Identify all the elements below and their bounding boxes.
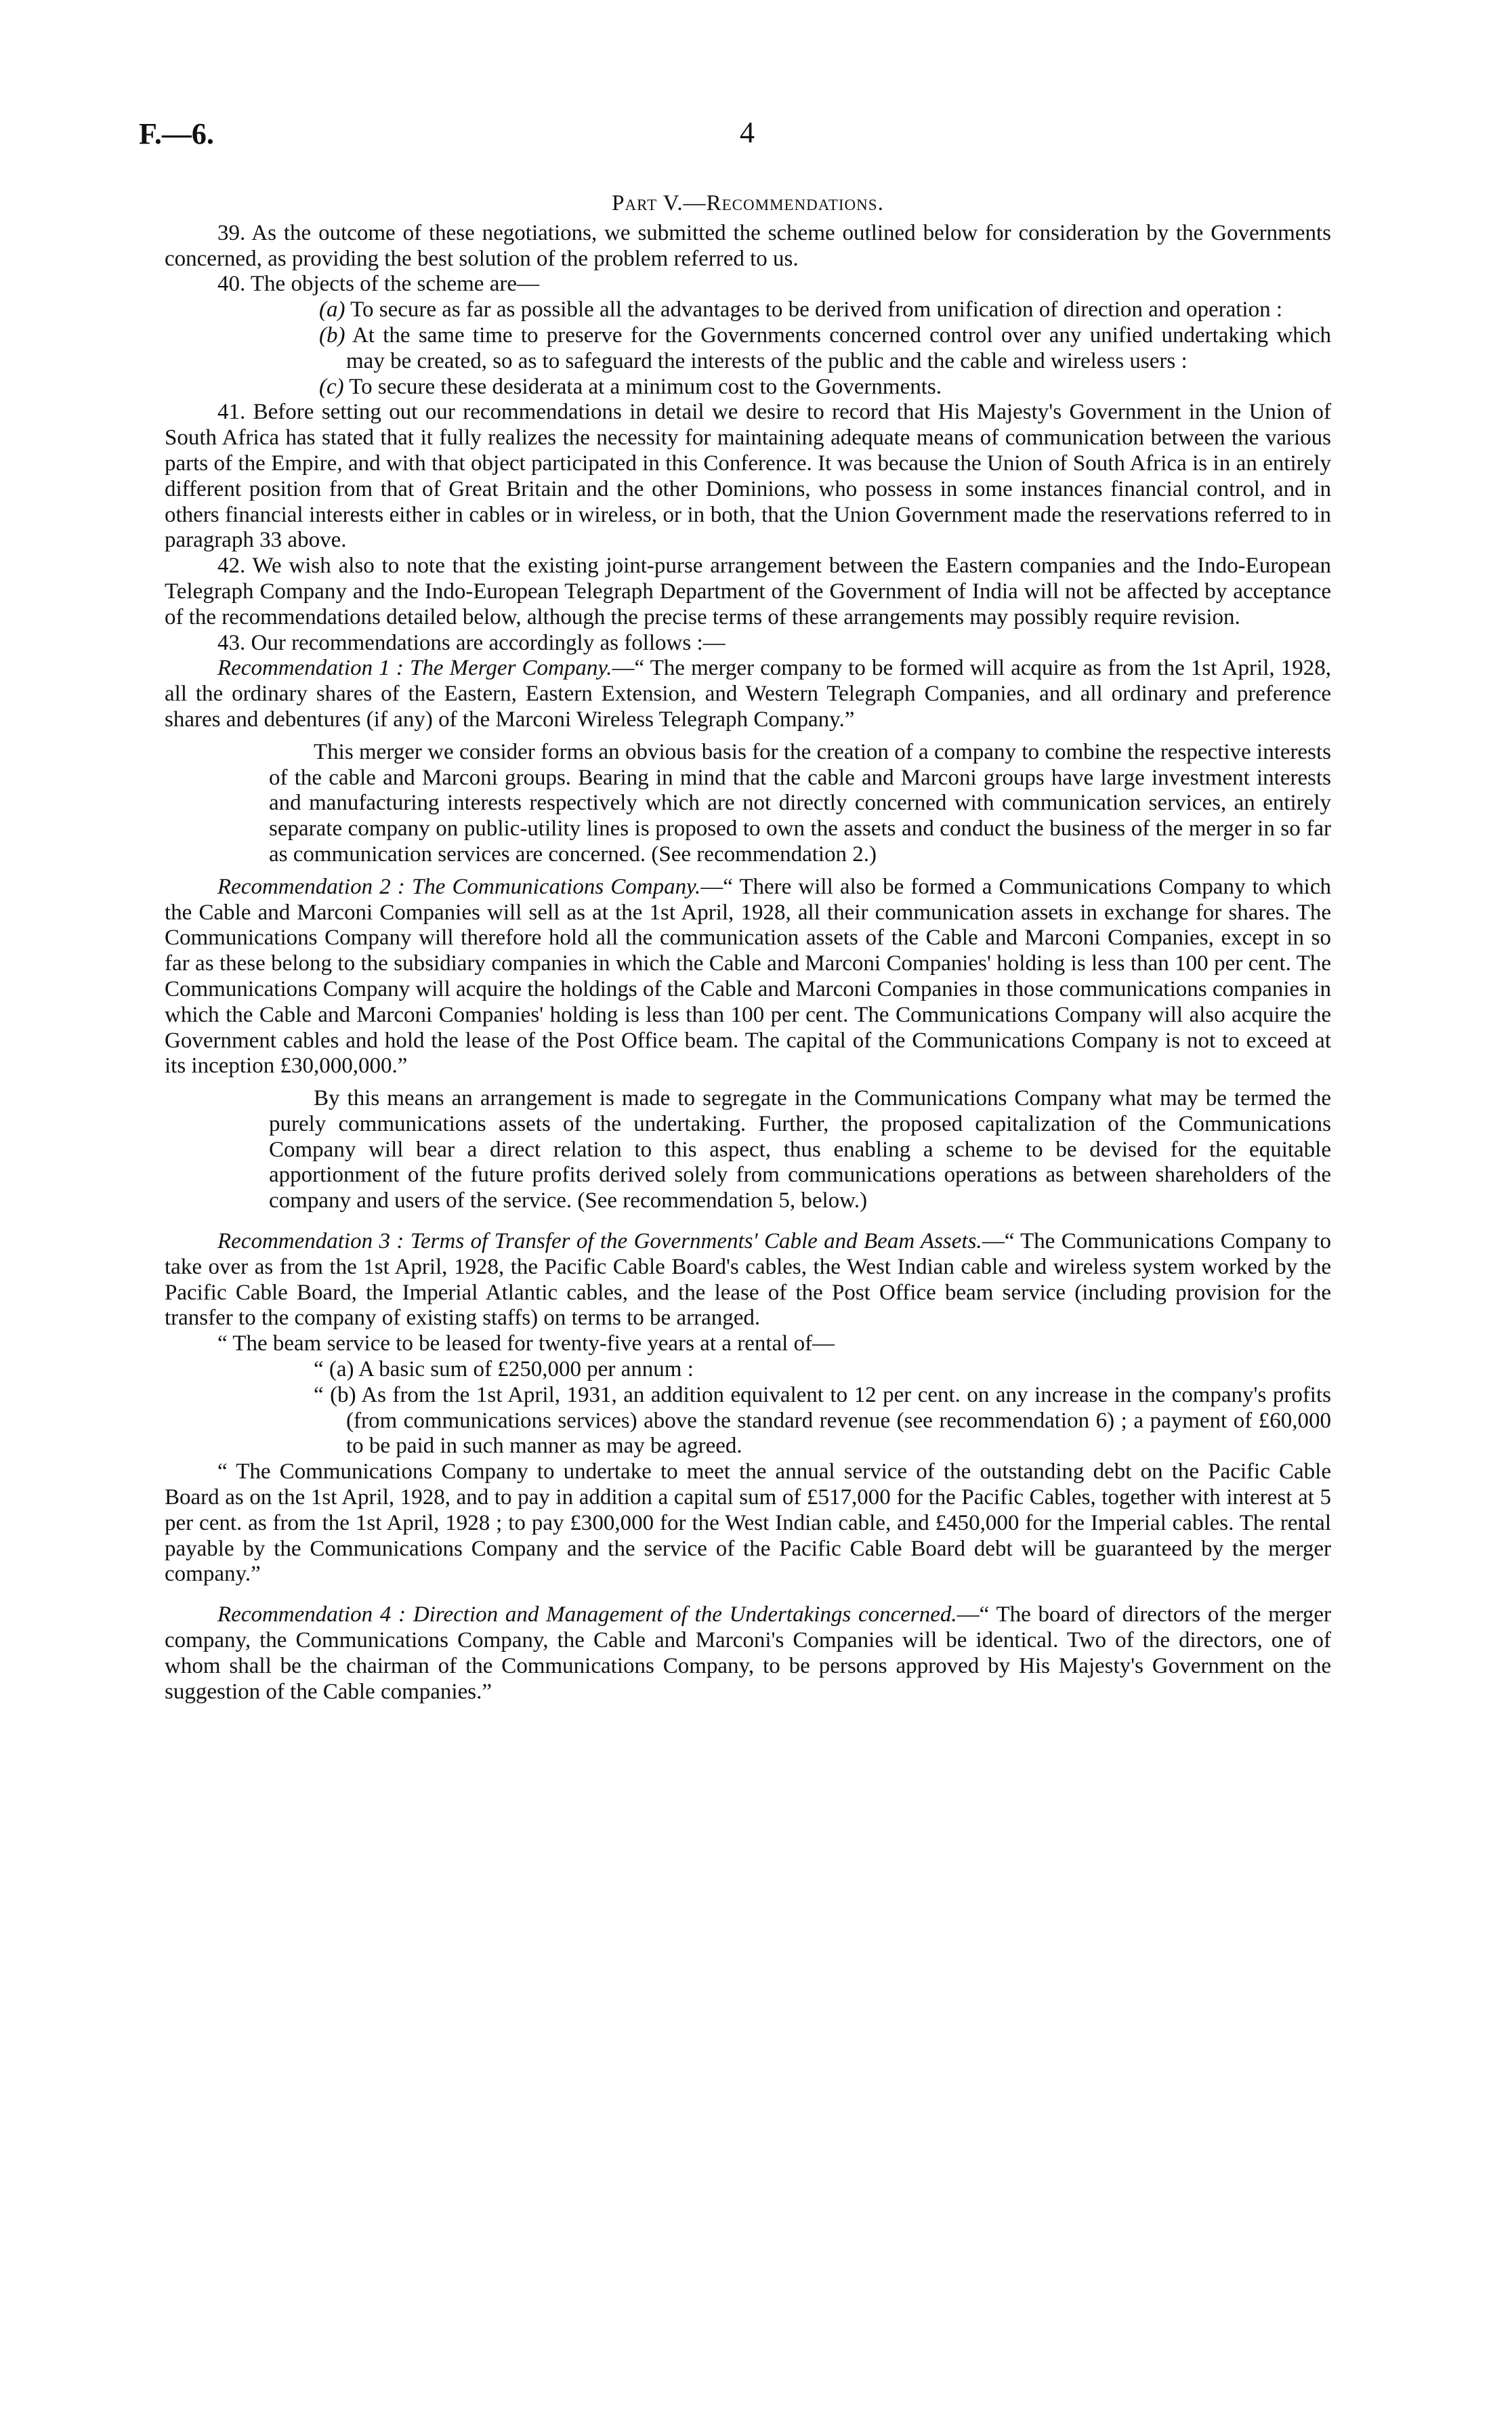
- item-label: “ (b): [314, 1382, 356, 1407]
- document-body: [165, 191, 1331, 1705]
- recommendation-1: [165, 656, 1331, 732]
- pacific-cable-debt: “ The Communications Company to undertake to meet the annual service of the outstanding debt on the Pacific Cable Board as on the 1st April, 1928, and to pay in addition a capital sum of £517,000 for the Pacific Cables, together with interest at 5 per cent. as from the 1st April, 1928 ; to pay £300,000 for the West Indian cable, and £450,000 for the Imperial cables. The rental payable by the Communications Company and the service of the Pacific Cable Board debt will be guaranteed by the merger company.”: [165, 1459, 1331, 1587]
- page-number: 4: [740, 116, 755, 149]
- paragraph-41: 41. Before setting out our recommendations in detail we desire to record that His Majesty's Government in the Union of South Africa has stated that it fully realizes the necessity for maintaining adequate means of communication between the various parts of the Empire, and with that object participated in this Conference. It was because the Union of South Africa is in an entirely different position from that of Great Britain and the other Dominions, who possess in some instances financial control, and in others financial interests either in cables or in wireless, or in both, that the Union Government made the reservations referred to in paragraph 33 above.: [165, 400, 1331, 553]
- recommendation-3: [165, 1229, 1331, 1331]
- paragraph-43: 43. Our recommendations are accordingly as follows :—: [217, 630, 726, 655]
- recommendation-text: —“ The board of directors of the merger company, the Communications Company, the Cable and Marconi's Companies will be identical. Two of the directors, one of whom shall be the chairman of the Communications Company, to be persons approved by His Majesty's Government on the suggestion of the Cable companies.”: [165, 1602, 1331, 1704]
- item-label: (c): [319, 374, 344, 399]
- recommendation-title: Recommendation 3 : Terms of Transfer of the Governments' Cable and Beam Assets.: [217, 1229, 982, 1254]
- recommendation-1-comment: This merger we consider forms an obvious basis for the creation of a company to combine the respective interests of the cable and Marconi groups. Bearing in mind that the cable and Marconi groups have large investment interests and manufacturing interests respectively which are not directly concerned with communication services, an entirely separate company on public-utility lines is proposed to own the assets and conduct the business of the merger in so far as communication services are concerned. (See recommendation 2.): [269, 739, 1331, 867]
- recommendation-text: —“ There will also be formed a Communications Company to which the Cable and Marconi Companies will sell as at the 1st April, 1928, all their communication assets in exchange for shares. The Communications Company will therefore hold all the communication assets of the Cable and Marconi Companies, except in so far as these belong to the subsidiary companies in which the Cable and Marconi Companies' holding is less than 100 per cent. The Communications Company will acquire the holdings of the Cable and Marconi Companies in those communications companies in which the Cable and Marconi Companies' holding is less than 100 per cent. The Communications Company will also acquire the Government cables and hold the lease of the Post Office beam. The capital of the Communications Company is not to exceed at its inception £30,000,000.”: [165, 874, 1331, 1079]
- recommendation-text: —“ The merger company to be formed will acquire as from the 1st April, 1928, all the ordinary shares of the Eastern, Eastern Extension, and Western Telegraph Companies, and all ordinary and preference shares and debentures (if any) of the Marconi Wireless Telegraph Company.”: [165, 656, 1332, 732]
- item-label: (b): [319, 323, 345, 348]
- beam-service-intro: “ The beam service to be leased for twenty-five years at a rental of—: [217, 1331, 835, 1356]
- recommendation-2: [165, 875, 1331, 1079]
- recommendation-2-comment: By this means an arrangement is made to segregate in the Communications Company what may be termed the purely communications assets of the undertaking. Further, the proposed capitalization of the Communications Company will bear a direct relation to this aspect, thus enabling a scheme to be devised for the equitable apportionment of the future profits derived solely from communications operations as between shareholders of the company and users of the service. (See recommendation 5, below.): [269, 1086, 1331, 1213]
- item-text: To secure as far as possible all the advantages to be derived from unification of direction and operation :: [345, 297, 1283, 323]
- recommendation-title: Recommendation 4 : Direction and Management of the Undertakings concerned.: [217, 1602, 957, 1627]
- paragraph-40-intro: 40. The objects of the scheme are—: [217, 272, 539, 297]
- item-label: (a): [319, 297, 345, 323]
- recommendation-title: Recommendation 2 : The Communications Company.: [217, 874, 701, 899]
- recommendation-text: —“ The Communications Company to take over as from the 1st April, 1928, the Pacific Cable Board's cables, the West Indian cable and wireless system worked by the Pacific Cable Board, the Imperial Atlantic cables, and the lease of the Post Office beam service (including provision for the transfer to the company of existing staffs) on terms to be arranged.: [165, 1229, 1332, 1331]
- part-heading: Part V.—Recommendations.: [612, 191, 884, 215]
- item-text: At the same time to preserve for the Governments concerned control over any unified undertaking which may be created, so as to safeguard the interests of the public and the cable and wireless users :: [345, 323, 1331, 373]
- recommendation-4: [165, 1602, 1331, 1705]
- objective-item: [165, 297, 1331, 323]
- item-text: As from the 1st April, 1931, an addition equivalent to 12 per cent. on any increase in the company's profits (from communications services) above the standard revenue (see recommendation 6) ; a payment of £60,000 to be paid in such manner as may be agreed.: [346, 1382, 1331, 1459]
- item-text: A basic sum of £250,000 per annum :: [354, 1357, 694, 1382]
- document-reference: F.—6.: [139, 117, 214, 150]
- beam-rental-item: [165, 1383, 1331, 1459]
- beam-rental-item: [165, 1357, 1331, 1383]
- paragraph-42: 42. We wish also to note that the existing joint-purse arrangement between the Eastern companies and the Indo-European Telegraph Company and the Indo-European Telegraph Department of the Government of India will not be affected by acceptance of the recommendations detailed below, although the precise terms of these arrangements may possibly require revision.: [165, 554, 1331, 629]
- item-label: “ (a): [314, 1357, 354, 1382]
- objective-item: [165, 323, 1331, 375]
- recommendation-title: Recommendation 1 : The Merger Company.: [217, 656, 612, 681]
- paragraph-39: 39. As the outcome of these negotiations, we submitted the scheme outlined below for consideration by the Governments concerned, as providing the best solution of the problem referred to us.: [165, 220, 1331, 271]
- item-text: To secure these desiderata at a minimum cost to the Governments.: [343, 374, 942, 399]
- objective-item: [165, 375, 1331, 400]
